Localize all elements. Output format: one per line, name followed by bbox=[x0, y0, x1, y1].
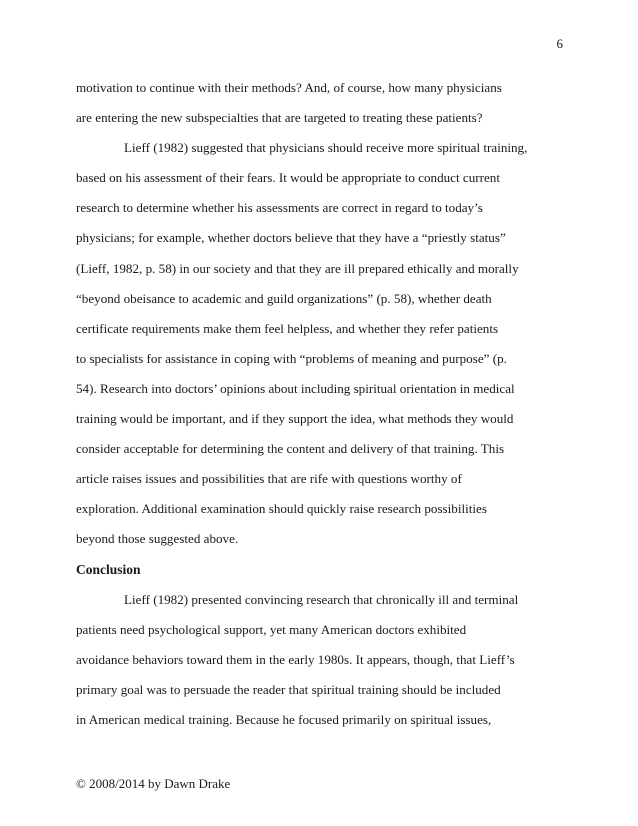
paragraph-2-line-10: training would be important, and if they support the idea, what methods they would bbox=[76, 411, 514, 427]
paragraph-2-line-14: beyond those suggested above. bbox=[76, 531, 239, 547]
copyright-footer: © 2008/2014 by Dawn Drake bbox=[76, 776, 231, 791]
section-heading-conclusion: Conclusion bbox=[76, 561, 141, 577]
paragraph-1-line-1: motivation to continue with their methods? And, of course, how many physicians bbox=[76, 80, 502, 95]
page-number: 6 bbox=[556, 36, 563, 51]
paragraph-2-line-2: based on his assessment of their fears. It would be appropriate to conduct current bbox=[76, 170, 500, 186]
paragraph-2-line-11: consider acceptable for determining the content and delivery of that training. This bbox=[76, 441, 505, 457]
paragraph-2-line-4: physicians; for example, whether doctors believe that they have a “priestly status” bbox=[76, 230, 506, 246]
paragraph-2-line-13: exploration. Additional examination should quickly raise research possibilities bbox=[76, 501, 487, 517]
paragraph-2-line-7: certificate requirements make them feel helpless, and whether they refer patients bbox=[76, 320, 499, 336]
paragraph-2-line-8: to specialists for assistance in coping with “problems of meaning and purpose” (p. bbox=[76, 350, 507, 366]
paragraph-2-line-5: (Lieff, 1982, p. 58) in our society and that they are ill prepared ethically and morally bbox=[76, 260, 519, 276]
paragraph-2-line-9: 54). Research into doctors’ opinions about including spiritual orientation in medical bbox=[76, 380, 515, 396]
paragraph-2-line-1: Lieff (1982) suggested that physicians should receive more spiritual training, bbox=[124, 140, 528, 156]
paragraph-3-line-1: Lieff (1982) presented convincing research that chronically ill and terminal bbox=[124, 591, 519, 607]
paragraph-1-line-2: are entering the new subspecialties that are targeted to treating these patients? bbox=[76, 110, 483, 126]
paragraph-3-line-4: primary goal was to persuade the reader that spiritual training should be included bbox=[76, 681, 501, 697]
paragraph-2-line-3: research to determine whether his assessments are correct in regard to today’s bbox=[76, 200, 483, 216]
paragraph-2-line-12: article raises issues and possibilities that are rife with questions worthy of bbox=[76, 471, 462, 487]
body-text bbox=[76, 78, 571, 740]
paragraph-2-line-6: “beyond obeisance to academic and guild organizations” (p. 58), whether death bbox=[76, 290, 492, 306]
paragraph-3-line-3: avoidance behaviors toward them in the early 1980s. It appears, though, that Lieff’s bbox=[76, 651, 515, 667]
paragraph-3-line-5: in American medical training. Because he focused primarily on spiritual issues, bbox=[76, 711, 492, 727]
paragraph-3-line-2: patients need psychological support, yet many American doctors exhibited bbox=[76, 621, 467, 637]
